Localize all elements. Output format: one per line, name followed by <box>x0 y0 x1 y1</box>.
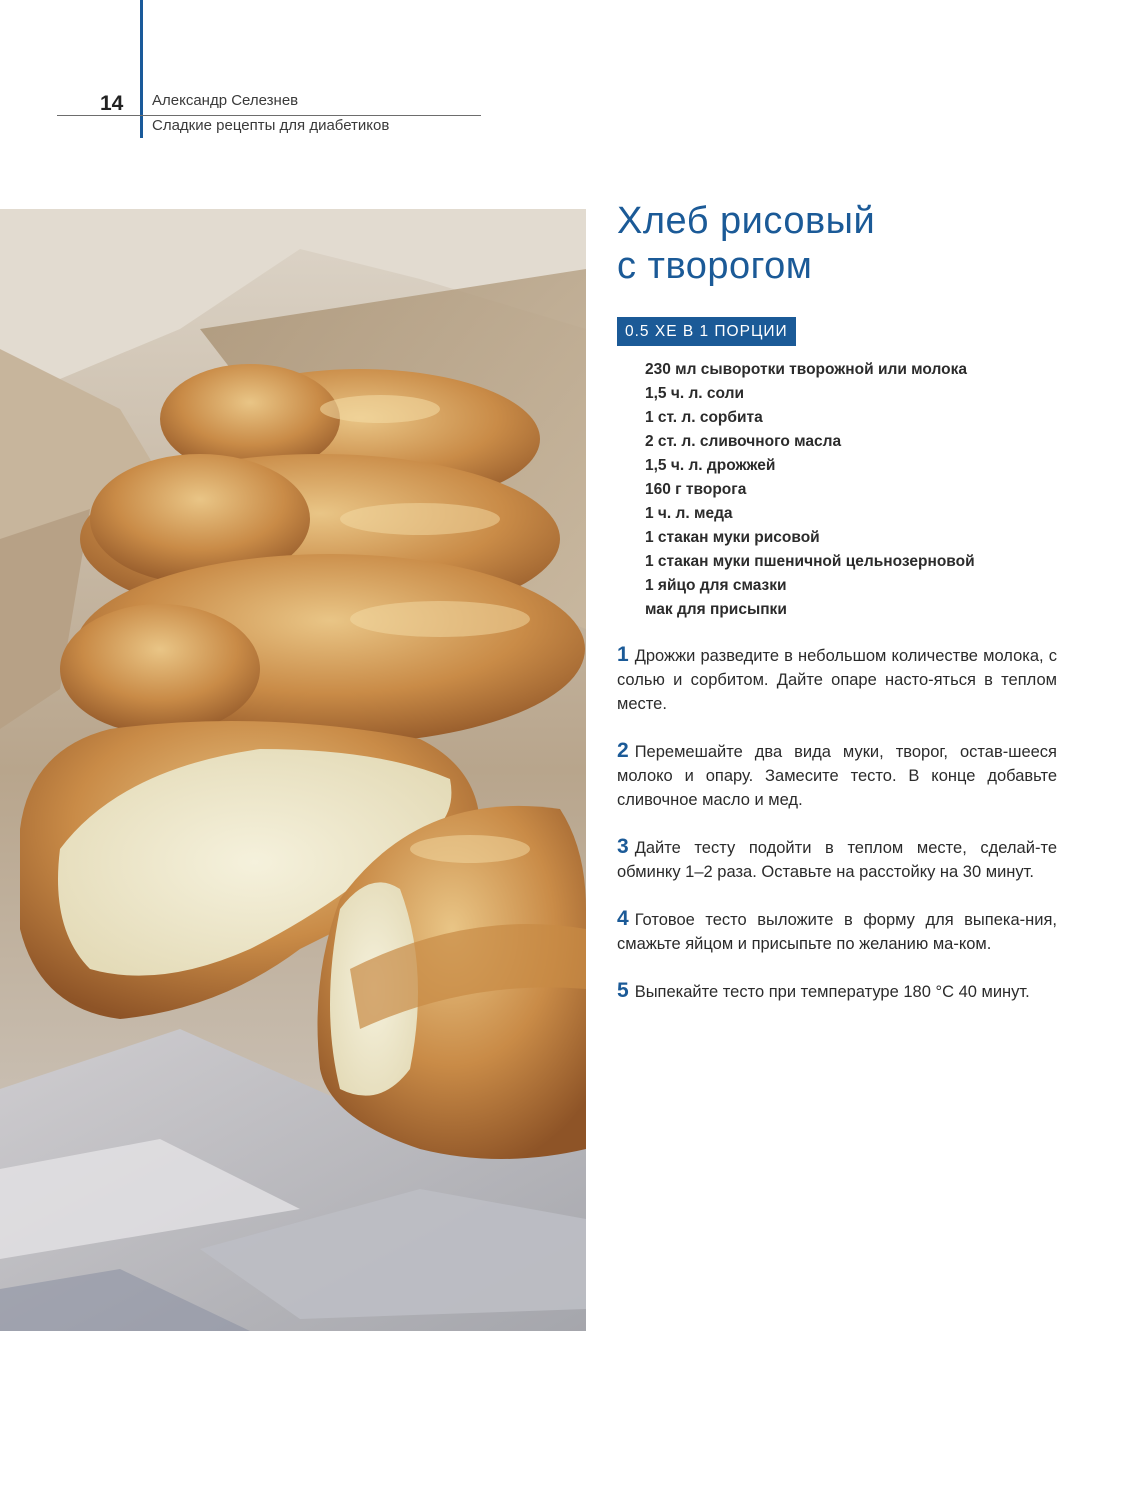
step-item <box>617 739 1057 812</box>
recipe-title-line1: Хлеб рисовый <box>617 200 876 242</box>
step-text: Выпекайте тесто при температуре 180 °С 40 минут. <box>634 983 1030 1001</box>
bread-photo <box>0 209 586 1331</box>
header-vertical-rule <box>140 0 143 138</box>
step-number: 5 <box>617 979 629 1002</box>
bread-units-badge: 0.5 ХЕ В 1 ПОРЦИИ <box>617 317 796 346</box>
step-text: Перемешайте два вида муки, творог, остав-шееся молоко и опару. Замесите тесто. В конце добавьте сливочное масло и мед. <box>617 743 1057 809</box>
ingredient-item: 1,5 ч. л. соли <box>645 385 745 402</box>
step-text: Готовое тесто выложите в форму для выпека-ния, смажьте яйцом и присыпьте по желанию ма-ком. <box>617 911 1057 953</box>
ingredient-item: мак для присыпки <box>645 601 787 618</box>
ingredient-item: 1 стакан муки пшеничной цельнозерновой <box>645 553 975 570</box>
step-item <box>617 643 1057 716</box>
author-name: Александр Селезнев <box>152 92 299 109</box>
step-number: 3 <box>617 835 629 858</box>
ingredient-item: 160 г творога <box>645 481 747 498</box>
ingredient-item: 230 мл сыворотки творожной или молока <box>645 361 967 378</box>
step-item <box>617 907 1057 956</box>
ingredients-list <box>645 359 975 623</box>
ingredient-item: 1,5 ч. л. дрожжей <box>645 457 776 474</box>
ingredient-item: 1 яйцо для смазки <box>645 577 787 594</box>
step-item <box>617 979 1057 1004</box>
ingredient-item: 1 ст. л. сорбита <box>645 409 763 426</box>
step-item <box>617 835 1057 884</box>
recipe-title-line2: с творогом <box>617 245 813 287</box>
step-number: 1 <box>617 643 629 666</box>
step-text: Дайте тесту подойти в теплом месте, сделай-те обминку 1–2 раза. Оставьте на расстойку на 30 минут. <box>617 839 1057 881</box>
step-number: 4 <box>617 907 629 930</box>
recipe-title <box>617 199 1077 289</box>
step-text: Дрожжи разведите в небольшом количестве молока, с солью и сорбитом. Дайте опаре насто-яться в теплом месте. <box>617 647 1057 713</box>
steps-list <box>617 643 1057 1027</box>
page-number: 14 <box>100 92 124 115</box>
book-title: Сладкие рецепты для диабетиков <box>152 117 390 134</box>
ingredient-item: 2 ст. л. сливочного масла <box>645 433 842 450</box>
ingredient-item: 1 ч. л. меда <box>645 505 733 522</box>
step-number: 2 <box>617 739 629 762</box>
ingredient-item: 1 стакан муки рисовой <box>645 529 820 546</box>
